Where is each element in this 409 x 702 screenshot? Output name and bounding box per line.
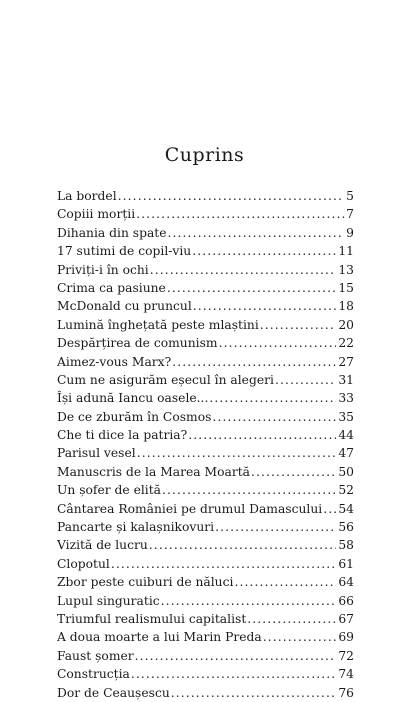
toc-entry-page-number: 27	[338, 354, 354, 369]
toc-dot-leader	[111, 555, 337, 573]
toc-entry-title: McDonald cu pruncul	[57, 299, 192, 314]
toc-entry	[57, 261, 354, 279]
toc-dot-leader	[131, 665, 336, 683]
toc-entry-title: Lumină înghețată peste mlaștini	[57, 317, 259, 332]
toc-entry	[57, 297, 354, 315]
toc-entry-page-number: 22	[338, 336, 354, 351]
toc-entry-title: Parisul vesel	[57, 446, 136, 461]
toc-entry-page-number: 52	[338, 483, 354, 498]
toc-dot-leader	[234, 573, 336, 591]
table-of-contents	[57, 187, 354, 702]
toc-entry-title: La bordel	[57, 189, 117, 203]
toc-entry-title: Aimez-vous Marx?	[57, 354, 172, 369]
toc-entry	[57, 224, 354, 242]
toc-entry-page-number: 69	[338, 630, 354, 645]
toc-entry-page-number: 47	[338, 446, 354, 461]
page-title: Cuprins	[164, 143, 245, 166]
toc-entry	[57, 647, 354, 665]
toc-entry-title: Construcția	[57, 667, 130, 682]
toc-entry-title: Manuscris de la Marea Moartă	[57, 464, 251, 479]
toc-dot-leader	[193, 297, 337, 315]
toc-entry-title: Vizită de lucru	[57, 538, 148, 553]
toc-dot-leader	[219, 334, 337, 352]
toc-entry-title: Un șofer de elită	[57, 483, 161, 498]
toc-entry	[57, 205, 354, 223]
toc-dot-leader	[137, 444, 337, 462]
toc-entry-title: Dihania din spate	[57, 225, 167, 240]
toc-entry-title: Despărțirea de comunism	[57, 336, 218, 351]
toc-dot-leader	[162, 481, 336, 499]
toc-entry-page-number: 76	[338, 685, 354, 700]
toc-entry-page-number: 33	[338, 391, 354, 406]
toc-entry	[57, 316, 354, 334]
toc-dot-leader	[150, 261, 337, 279]
toc-entry-page-number: 35	[338, 409, 354, 424]
toc-entry	[57, 500, 354, 518]
toc-entry-title: A doua moarte a lui Marin Preda	[57, 630, 262, 645]
toc-entry-page-number: 44	[338, 428, 354, 443]
toc-entry-title: Clopotul	[57, 556, 110, 571]
toc-entry	[57, 481, 354, 499]
toc-entry-title: Copiii morții	[57, 207, 136, 222]
toc-dot-leader	[209, 389, 336, 407]
toc-entry-page-number: 20	[338, 317, 354, 332]
toc-dot-leader	[275, 371, 336, 389]
toc-entry-page-number: 18	[338, 299, 354, 314]
toc-entry-title: Lupul singuratic	[57, 593, 160, 608]
toc-entry	[57, 628, 354, 646]
toc-entry-page-number: 56	[338, 520, 354, 535]
toc-dot-leader	[118, 187, 345, 205]
toc-entry	[57, 463, 354, 481]
toc-entry	[57, 536, 354, 554]
toc-entry-title: Cântarea României pe drumul Damascului	[57, 501, 323, 516]
toc-entry-title: Cum ne asigurăm eșecul în alegeri	[57, 372, 274, 387]
toc-entry	[57, 573, 354, 591]
toc-entry-page-number: 67	[338, 611, 354, 626]
toc-entry-page-number: 58	[338, 538, 354, 553]
toc-entry-title: 17 sutimi de copil-viu	[57, 244, 192, 259]
toc-entry	[57, 684, 354, 702]
toc-entry	[57, 279, 354, 297]
toc-entry-page-number: 15	[338, 280, 354, 295]
toc-entry-page-number: 9	[346, 225, 354, 240]
toc-dot-leader	[135, 647, 337, 665]
toc-dot-leader	[247, 610, 336, 628]
toc-entry-title: Dor de Ceaușescu	[57, 685, 170, 700]
toc-dot-leader	[136, 205, 344, 223]
toc-entry	[57, 242, 354, 260]
toc-dot-leader	[323, 500, 336, 518]
toc-entry-title: Priviți-i în ochi	[57, 262, 149, 277]
toc-entry-title: De ce zburăm în Cosmos	[57, 409, 212, 424]
toc-entry	[57, 426, 354, 444]
toc-dot-leader	[212, 408, 336, 426]
toc-entry	[57, 555, 354, 573]
toc-dot-leader	[168, 224, 345, 242]
toc-entry	[57, 389, 354, 407]
toc-entry-page-number: 74	[338, 667, 354, 682]
toc-dot-leader	[172, 353, 336, 371]
toc-dot-leader	[188, 426, 336, 444]
toc-entry-page-number: 11	[338, 244, 354, 259]
toc-entry	[57, 518, 354, 536]
toc-entry	[57, 444, 354, 462]
toc-entry-page-number: 50	[338, 464, 354, 479]
toc-dot-leader	[171, 684, 337, 702]
toc-entry-page-number: 61	[338, 556, 354, 571]
toc-entry-page-number: 54	[338, 501, 354, 516]
toc-entry	[57, 334, 354, 352]
toc-entry-page-number: 31	[338, 372, 354, 387]
toc-entry-page-number: 7	[346, 207, 354, 222]
toc-entry-page-number: 13	[338, 262, 354, 277]
toc-entry	[57, 187, 354, 205]
toc-entry-title: Crima ca pasiune	[57, 280, 166, 295]
toc-dot-leader	[215, 518, 336, 536]
toc-dot-leader	[161, 592, 337, 610]
toc-dot-leader	[192, 242, 336, 260]
toc-entry-title: Zbor peste cuiburi de năluci	[57, 575, 234, 590]
toc-entry	[57, 353, 354, 371]
toc-dot-leader	[251, 463, 336, 481]
toc-entry-title: Che ti dice la patria?	[57, 428, 188, 443]
toc-entry-page-number: 64	[338, 575, 354, 590]
toc-entry-title: Își adună Iancu oasele...	[57, 391, 209, 406]
toc-entry-page-number: 66	[338, 593, 354, 608]
toc-entry	[57, 371, 354, 389]
toc-entry	[57, 665, 354, 683]
toc-entry-title: Faust șomer	[57, 648, 134, 663]
toc-entry-page-number: 72	[338, 648, 354, 663]
toc-dot-leader	[260, 316, 337, 334]
toc-entry	[57, 592, 354, 610]
toc-entry	[57, 610, 354, 628]
toc-dot-leader	[263, 628, 337, 646]
toc-dot-leader	[149, 536, 337, 554]
toc-entry-title: Triumful realismului capitalist	[57, 611, 247, 626]
toc-dot-leader	[167, 279, 337, 297]
toc-entry	[57, 408, 354, 426]
toc-entry-page-number: 5	[346, 189, 354, 203]
toc-entry-title: Pancarte și kalașnikovuri	[57, 520, 215, 535]
